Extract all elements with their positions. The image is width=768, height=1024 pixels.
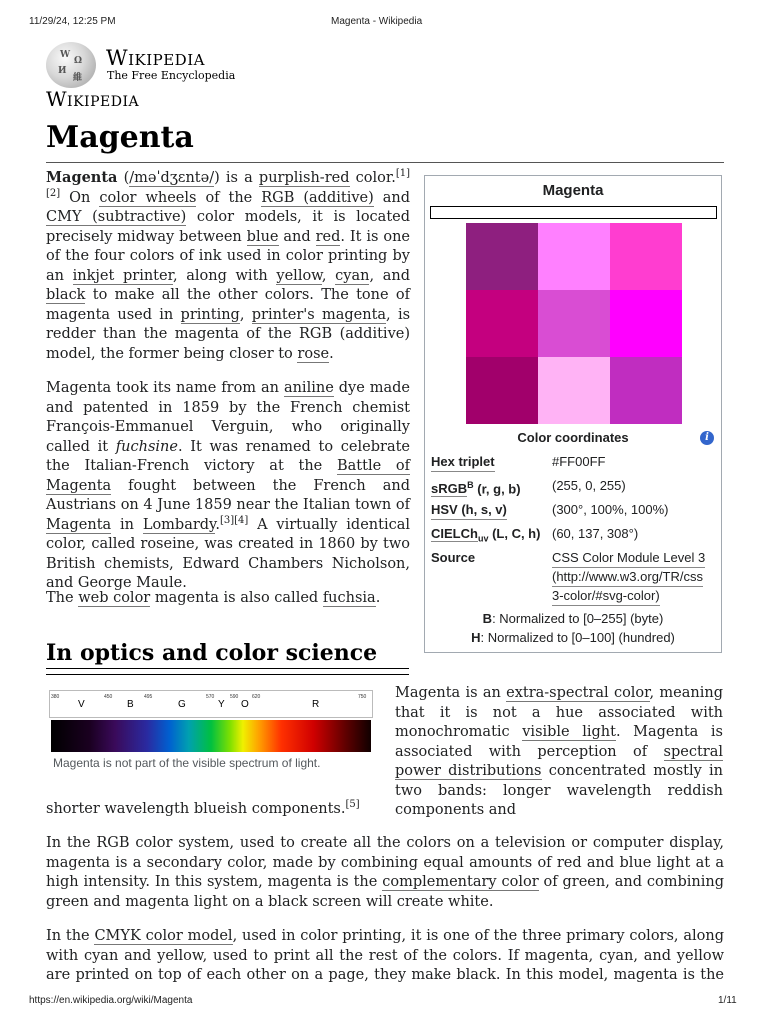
paragraph-history — [46, 379, 410, 594]
article-link[interactable]: purplish-red — [258, 170, 350, 186]
srgb-value: (255, 0, 255) — [552, 478, 626, 493]
text-run: , and — [369, 267, 410, 284]
cielch-value: (60, 137, 308°) — [552, 526, 639, 541]
article-link[interactable]: visible light — [522, 724, 616, 740]
article-link[interactable]: color wheels — [99, 189, 197, 206]
paragraph-intro — [46, 168, 410, 364]
wikipedia-wordmark[interactable]: Wikipedia — [106, 46, 205, 70]
text-run: in — [111, 516, 143, 533]
text-run: , is redder than the magenta of the RGB (additive) model, the former being closer to — [46, 306, 411, 362]
hsv-key[interactable]: HSV (h, s, v) — [431, 500, 507, 520]
text-run: . — [215, 516, 220, 533]
article-link[interactable]: inkjet printer — [72, 267, 173, 284]
article-link[interactable]: black — [46, 287, 86, 303]
text-run: Magenta took its name from an — [46, 380, 284, 396]
info-icon[interactable]: i — [700, 431, 714, 445]
text-run: color models, it is located precisely midway between — [46, 209, 411, 245]
spectrum-tick: 590 — [230, 694, 239, 700]
color-swatch — [466, 357, 538, 424]
text-run: ) is a — [214, 170, 259, 186]
text-run: On — [60, 189, 100, 206]
spectrum-bar — [51, 720, 371, 752]
text-run: , — [321, 267, 336, 284]
spectrum-tick: 495 — [144, 694, 153, 700]
text-run: fought between the French and Austrians on 4 June 1859 near the Italian town of — [46, 477, 410, 513]
text-run: of the — [196, 189, 262, 206]
srgb-key[interactable]: sRGB — [431, 481, 468, 497]
text-run: of green, and combining green and magenta light on a black screen will create white. — [46, 874, 724, 910]
color-swatch — [610, 223, 682, 290]
infobox-color-bar — [430, 206, 717, 219]
article-link[interactable]: aniline — [283, 380, 334, 396]
text-run: , used in color printing, it is one of the three primary colors, along with cyan and yellow, used to print all the rest of the colors. If magenta, cyan, and yellow are printed on top of each other on a page, they make black. In this model, magenta is the — [46, 928, 724, 983]
article-link[interactable]: Battle of Magenta — [46, 458, 410, 494]
color-swatch — [538, 223, 610, 290]
article-link[interactable]: printing — [180, 306, 240, 323]
wikipedia-wordmark-secondary[interactable]: Wikipedia — [46, 87, 140, 111]
hsv-value: (300°, 100%, 100%) — [552, 502, 669, 517]
note-byte: B: Normalized to [0–255] (byte) — [482, 611, 664, 626]
spectrum-label-b: B — [127, 699, 134, 710]
title-divider — [46, 162, 724, 163]
bold-term: Magenta — [46, 169, 118, 186]
spectrum-tick: 750 — [358, 694, 367, 700]
source-key: Source — [431, 550, 476, 565]
source-url-line2[interactable]: 3-color/#svg-color) — [552, 586, 660, 606]
text-run: . — [375, 590, 381, 606]
article-link[interactable]: blue — [246, 228, 279, 245]
article-link[interactable]: RGB (additive) — [261, 189, 374, 206]
color-coordinates-heading: Color coordinates — [517, 430, 629, 445]
article-link[interactable]: yellow — [276, 267, 322, 284]
article-link[interactable]: CMYK color model — [94, 928, 233, 944]
spectrum-tick: 380 — [51, 694, 60, 700]
text-run: and — [373, 189, 411, 206]
paragraph-rgb — [46, 834, 724, 912]
text-run: . — [329, 345, 334, 362]
spectrum-label-v: V — [78, 699, 85, 710]
section-heading-optics: In optics and color science — [46, 640, 378, 666]
srgb-key-suffix: (r, g, b) — [473, 481, 521, 497]
article-link[interactable]: cyan — [335, 267, 370, 284]
spectrum-figure — [46, 690, 376, 780]
wikipedia-tagline: The Free Encyclopedia — [107, 69, 236, 82]
infobox-title: Magenta — [542, 182, 604, 199]
text-run: to make all the other colors. The tone of magenta used in — [46, 287, 410, 323]
page-title: Magenta — [46, 120, 194, 155]
color-swatch — [538, 357, 610, 424]
citation-ref[interactable]: [1][2] — [46, 168, 410, 199]
text-run: dye made and patented in 1859 by the French chemist François-Emmanuel Verguin, who originally called it — [46, 380, 411, 455]
article-link[interactable]: extra-spectral color — [506, 685, 650, 701]
infobox — [424, 175, 722, 653]
print-datetime: 11/29/24, 12:25 PM — [29, 16, 116, 27]
text-run: and — [278, 228, 316, 245]
text-run: magenta is also called — [150, 590, 323, 606]
article-link[interactable]: fuchsia — [322, 590, 376, 606]
article-link[interactable]: CMY (subtractive) — [46, 209, 187, 225]
text-run: In the RGB color system, used to create all the colors on a television or computer display, magenta is a secondary color, made by combining equal amounts of red and blue light at a high intensity. In this system, magenta is the — [46, 835, 724, 890]
print-page-number: 1/11 — [718, 995, 737, 1006]
text-run: In the — [46, 928, 95, 944]
paragraph-web-color — [46, 589, 410, 609]
text-run: ( — [117, 170, 130, 186]
note-hundred: H: Normalized to [0–100] (hundred) — [471, 630, 675, 645]
text-run: , along with — [172, 267, 277, 284]
article-link[interactable]: web color — [78, 590, 151, 606]
hex-triplet-key[interactable]: Hex triplet — [431, 452, 495, 472]
paragraph-cmyk — [46, 927, 724, 985]
wikipedia-globe-icon[interactable]: W Ω И 維 — [46, 42, 96, 88]
color-swatch — [610, 357, 682, 424]
print-url: https://en.wikipedia.org/wiki/Magenta — [29, 995, 193, 1006]
text-run: concentrated mostly in two bands: longer wavelength reddish components and — [395, 763, 723, 818]
article-link[interactable]: Magenta — [46, 516, 112, 533]
text-run: The — [46, 590, 79, 606]
article-link[interactable]: rose — [297, 345, 330, 362]
text-run: . It was renamed to celebrate the Italian-French victory at the — [46, 438, 410, 474]
spectrum-tick: 620 — [252, 694, 261, 700]
section-divider — [46, 668, 409, 669]
italic-term: fuchsine — [115, 438, 178, 455]
spectrum-label-r: R — [312, 699, 320, 710]
spectrum-label-g: G — [178, 699, 186, 710]
article-link[interactable]: Lombardy — [142, 516, 216, 533]
spectrum-caption: Magenta is not part of the visible spectrum of light. — [53, 756, 321, 770]
text-run: shorter wavelength blueish components. — [46, 801, 346, 817]
text-run: Magenta is an — [395, 685, 507, 701]
color-swatch — [538, 290, 610, 357]
text-run: . Magenta is associated with perception of — [395, 724, 723, 760]
color-swatch — [610, 290, 682, 357]
source-value[interactable]: CSS Color Module Level 3 — [552, 548, 705, 568]
citation-ref[interactable]: [5] — [345, 799, 360, 811]
print-page-title: Magenta - Wikipedia — [331, 16, 423, 27]
text-run: A virtually identical color, called roseine, was created in 1860 by two British chemists, Edward Chambers Nicholson, and George Maule. — [46, 516, 410, 591]
cielch-key-sub: uv — [477, 533, 489, 544]
paragraph-extra-spectral-end — [46, 800, 724, 820]
text-run: . It is one of the four colors of ink used in color printing by an — [46, 228, 410, 284]
source-url-line1[interactable]: (http://www.w3.org/TR/css — [552, 567, 703, 587]
color-swatch — [466, 290, 538, 357]
cielch-key-suffix: (L, C, h) — [488, 526, 541, 541]
text-run: , meaning that it is not a hue associated with monochromatic — [395, 685, 723, 740]
article-link[interactable]: red — [315, 228, 341, 245]
srgb-key-sup: B — [467, 480, 474, 490]
article-link[interactable]: printer's magenta — [251, 306, 387, 323]
text-run: color. — [349, 170, 396, 186]
text-run: , — [239, 306, 252, 323]
cielch-key[interactable]: CIELCh — [431, 526, 478, 541]
article-link[interactable]: complementary color — [382, 874, 539, 890]
spectrum-tick: 570 — [206, 694, 215, 700]
color-swatch — [466, 223, 538, 290]
spectrum-label-o: O — [241, 699, 249, 710]
article-link[interactable]: /məˈdʒɛntə/ — [129, 170, 215, 186]
spectrum-label-y: Y — [218, 699, 225, 710]
spectrum-tick: 450 — [104, 694, 113, 700]
citation-ref[interactable]: [3][4] — [219, 514, 249, 526]
article-link[interactable]: spectral power distributions — [395, 743, 723, 779]
hex-triplet-value: #FF00FF — [552, 454, 606, 469]
